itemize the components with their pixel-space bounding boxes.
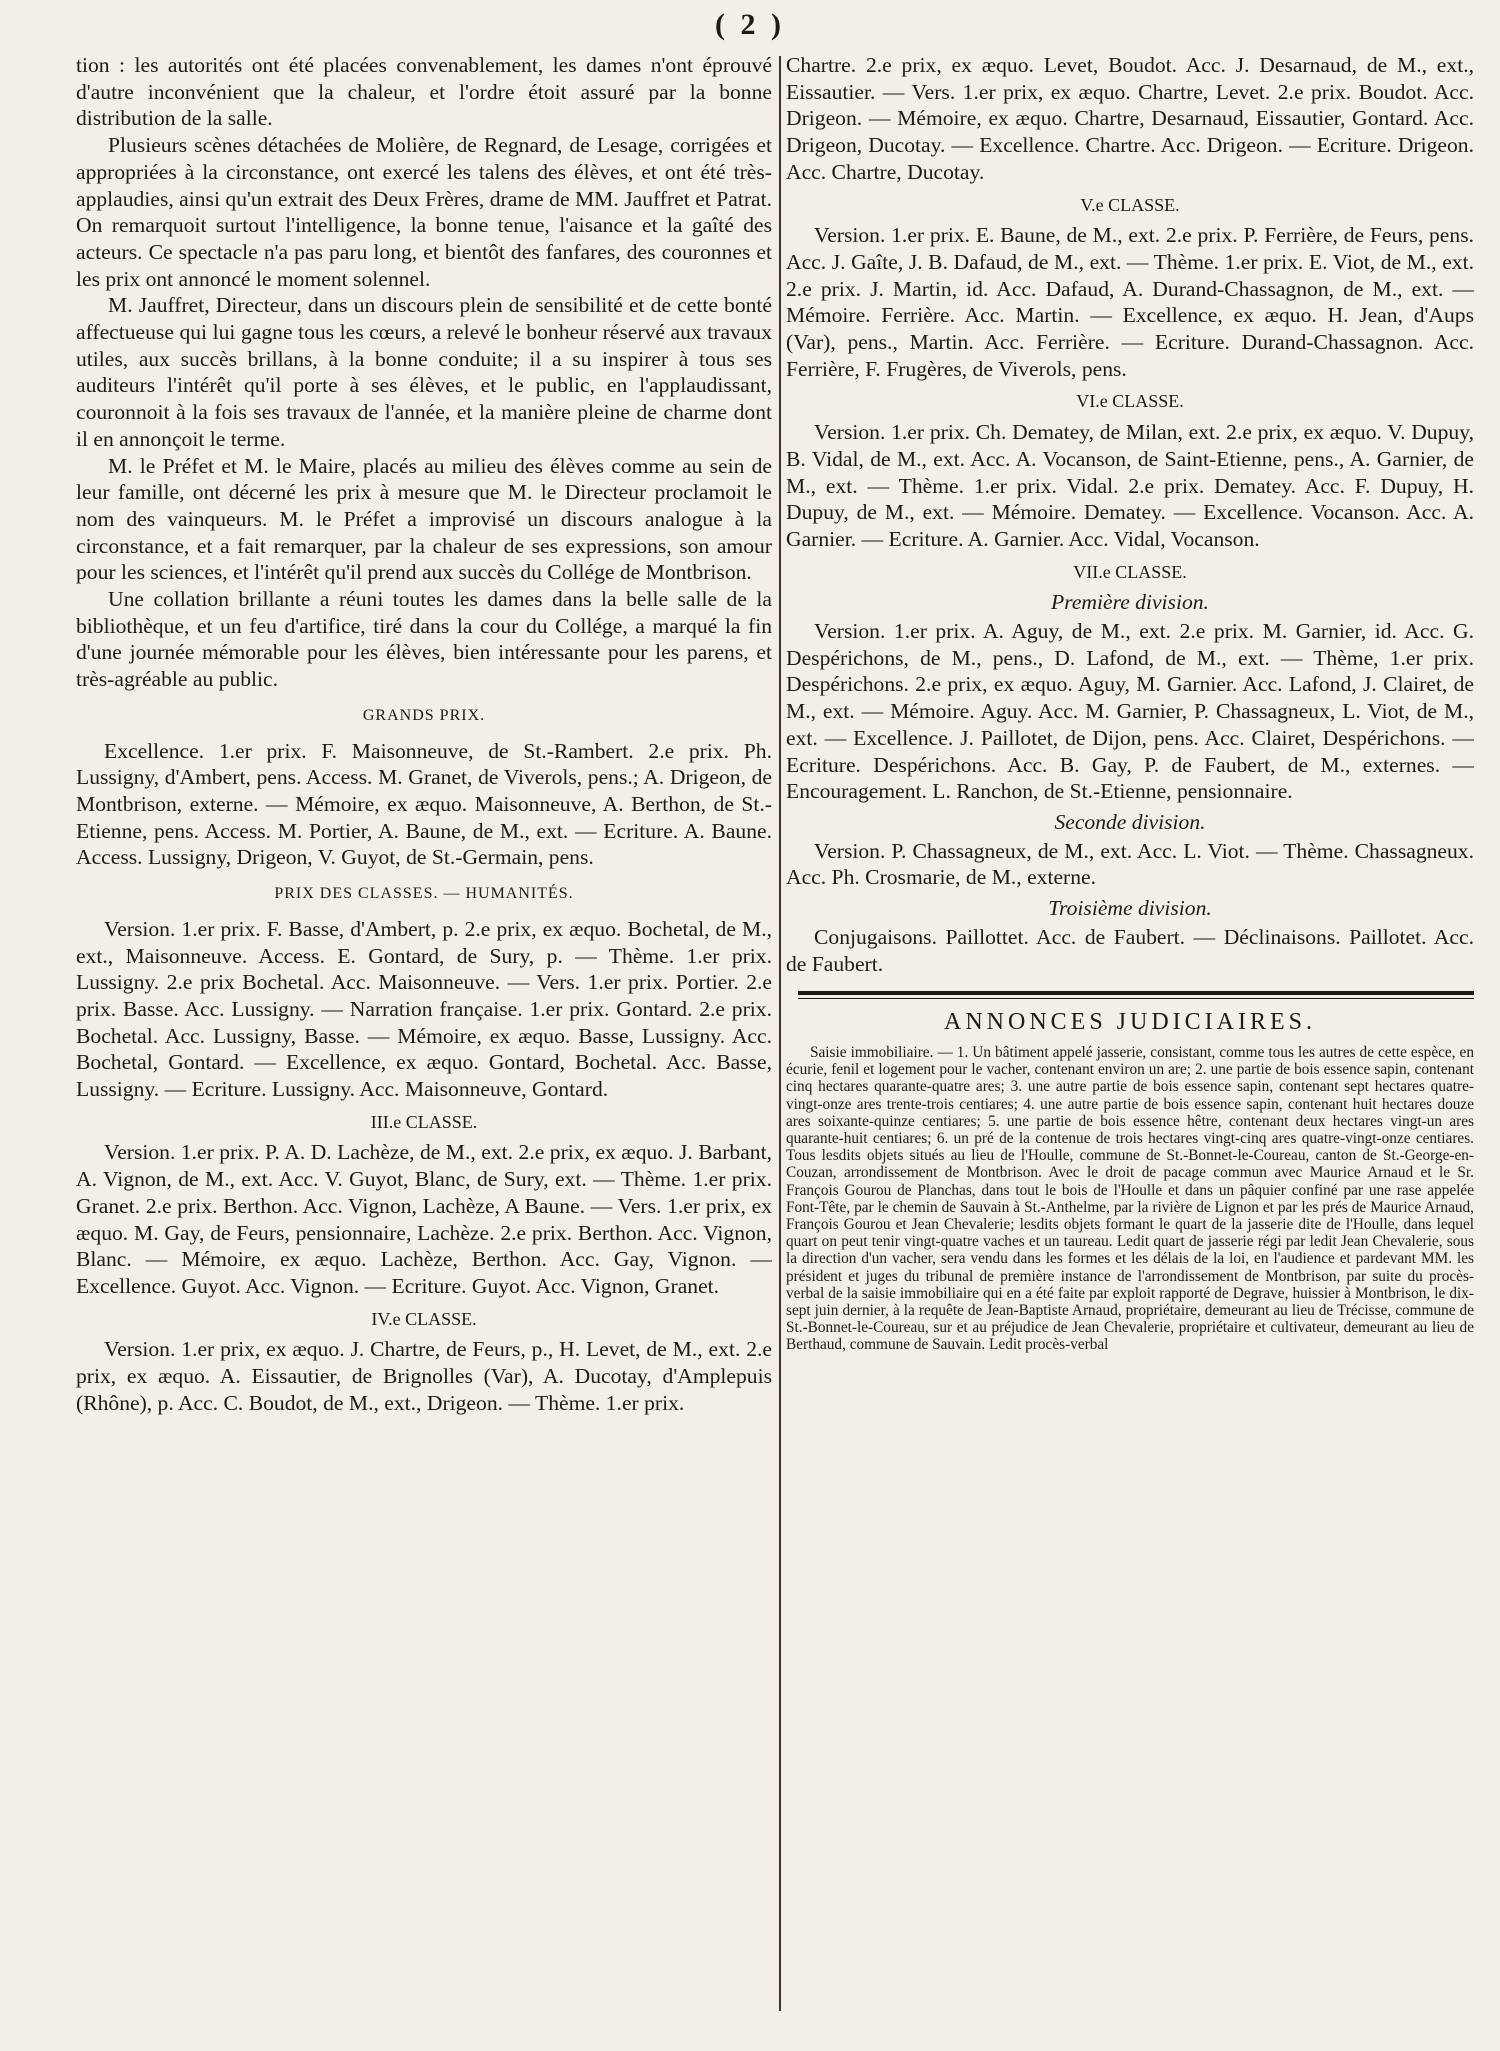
classe-vii-div1-list: Version. 1.er prix. A. Aguy, de M., ext. 2.e prix. M. Garnier, id. Acc. G. Despérichons, de M., pens., D. Lafond, de M., ext. — Thème, 1.er prix. Despérichons. 2.e prix, ex æquo. Aguy, M. Garnier. Acc. Lafond, J. Clairet, de M., ext. — Mémoire. Aguy. Acc. M. Garnier, P. Chassagneux, L. Viot, de M., ext. — Excellence. J. Paillotet, de Dijon, pens. Acc. Clairet, Despérichons. — Ecriture. Despérichons. Acc. B. Gay, P. de Faubert, de M., externes. — Encouragement. L. Ranchon, de St.-Etienne, pensionnaire. bbox=[786, 619, 1474, 804]
classe-vii-div2-list: Version. P. Chassagneux, de M., ext. Acc. L. Viot. — Thème. Chassagneux. Acc. Ph. Crosmarie, de M., externe. bbox=[786, 838, 1474, 890]
heading-annonces-judiciaires: ANNONCES JUDICIAIRES. bbox=[943, 1009, 1316, 1036]
heading-classe-iv: IV.e CLASSE. bbox=[371, 1308, 477, 1329]
heading-classe-iii: III.e CLASSE. bbox=[370, 1111, 478, 1132]
classe-iv-continued: Chartre. 2.e prix, ex æquo. Levet, Boudot. Acc. J. Desarnaud, de M., ext., Eissautier. — Vers. 1.er prix, ex æquo. Chartre, Levet. 2.e prix. Boudot. Acc. Drigeon. — Mémoire, ex æquo. Chartre, Desarnaud, Eissautier, Gontard. Acc. Drigeon, Ducotay. — Excellence. Chartre. Acc. Drigeon. — Ecriture. Drigeon. Acc. Chartre, Ducotay. bbox=[786, 53, 1474, 184]
heading-seconde-division: Seconde division. bbox=[1054, 809, 1206, 834]
paragraph-3: M. Jauffret, Directeur, dans un discours plein de sensibilité et de cette bonté affectueuse qui lui gagne tous les cœurs, a relevé le bonheur réservé aux travaux utiles, aux succès brillans, à la bonne conduite; il a su inspirer à tous ses auditeurs l'intérêt qu'il porte à ses élèves, et le public, en l'applaudissant, couronnoit à la fois ses travaux de l'année, et la manière pleine de charme dont il en annonçoit le terme. bbox=[76, 293, 772, 451]
paragraph-5: Une collation brillante a réuni toutes les dames dans la belle salle de la bibliothèque, et un feu d'artifice, tiré dans la cour du Collége, a marqué la fin d'une journée mémorable pour les élèves, bien intéressante pour les parens, et très-agréable au public. bbox=[76, 587, 772, 692]
right-column bbox=[786, 52, 1474, 2011]
classe-v-list: Version. 1.er prix. E. Baune, de M., ext. 2.e prix. P. Ferrière, de Feurs, pens. Acc. J. Gaîte, J. B. Dafaud, de M., ext. — Thème. 1.er prix. E. Viot, de M., ext. 2.e prix. J. Martin, id. Acc. Dafaud, A. Durand-Chassagnon, de M., ext. — Mémoire. Ferrière. Acc. Martin. — Excellence, ex æquo. H. Jean, d'Aups (Var), pens., Martin. Acc. Ferrière. — Ecriture. Durand-Chassagnon. Acc. Ferrière, F. Frugères, de Viverols, pens. bbox=[786, 223, 1474, 381]
heading-grands-prix: GRANDS PRIX. bbox=[362, 706, 486, 724]
classe-iii-list: Version. 1.er prix. P. A. D. Lachèze, de M., ext. 2.e prix, ex æquo. J. Barbant, A. Vignon, de M., ext. Acc. V. Guyot, Blanc, de Sury, ext. — Thème. 1.er prix. Granet. 2.e prix. Berthon. Acc. Vignon, Lachèze, A Baune. — Vers. 1.er prix, ex æquo. M. Gay, de Feurs, pensionnaire, Lachèze. 2.e prix. Berthon. Acc. Vignon, Blanc. — Mémoire, ex æquo. Lachèze, Berthon. Acc. Gay, Vignon. — Excellence. Guyot. Acc. Vignon. — Ecriture. Guyot. Acc. Vignon, Granet. bbox=[76, 1140, 772, 1298]
left-column bbox=[76, 52, 772, 2011]
paragraph-2: Plusieurs scènes détachées de Molière, de Regnard, de Lesage, corrigées et appropriées à la circonstance, ont exercé les talens des élèves, et ont été très-applaudies, ainsi qu'un extrait des Deux Frères, drame de MM. Jauffret et Patrat. On remarquoit surtout l'intelligence, la bonne tenue, l'aisance et la gaîté des acteurs. Ce spectacle n'a pas paru long, et bientôt des fanfares, des couronnes et les prix ont annoncé le moment solennel. bbox=[76, 133, 772, 291]
heading-classe-vi: VI.e CLASSE. bbox=[1076, 391, 1184, 412]
heading-troisieme-division: Troisième division. bbox=[1048, 896, 1212, 921]
humanites-list: Version. 1.er prix. F. Basse, d'Ambert, p. 2.e prix, ex æquo. Bochetal, de M., ext., Maisonneuve. Access. E. Gontard, de Sury, p. — Thème. 1.er prix. Lussigny. 2.e prix Bochetal. Acc. Maisonneuve. — Vers. 1.er prix. Portier. 2.e prix. Basse. Acc. Lussigny. — Narration française. 1.er prix. Gontard. 2.e prix. Bochetal. Acc. Lussigny, Basse. — Mémoire, ex æquo. Basse, Lussigny. Acc. Bochetal, Gontard. — Excellence, ex æquo. Gontard, Bochetal. Acc. Basse, Lussigny. — Ecriture. Lussigny. Acc. Maisonneuve, Gontard. bbox=[76, 916, 772, 1102]
paragraph-1: tion : les autorités ont été placées convenablement, les dames n'ont éprouvé d'autre inconvénient que la chaleur, et l'ordre étoit assuré par la bonne distribution de la salle. bbox=[76, 53, 772, 131]
page-number: ( 2 ) bbox=[715, 8, 785, 41]
heading-premiere-division: Première division. bbox=[1051, 590, 1209, 615]
paragraph-4: M. le Préfet et M. le Maire, placés au milieu des élèves comme au sein de leur famille, ont décerné les prix à mesure que M. le Directeur proclamoit le nom des vainqueurs. M. le Préfet a improvisé un discours analogue à la circonstance, et a fait remarquer, par la chaleur de ses expressions, son amour pour les sciences, et l'intérêt qu'il prend aux succès du Collége de Montbrison. bbox=[76, 453, 772, 585]
section-rule bbox=[798, 991, 1474, 999]
heading-prix-des-classes: PRIX DES CLASSES. — HUMANITÉS. bbox=[274, 885, 574, 903]
grands-prix-list: Excellence. 1.er prix. F. Maisonneuve, de St.-Rambert. 2.e prix. Ph. Lussigny, d'Ambert, pens. Access. M. Granet, de Viverols, pens.; A. Drigeon, de Montbrison, externe. — Mémoire, ex æquo. Maisonneuve, A. Berthon, de St.-Etienne, pens. Access. M. Portier, A. Baune, de M., ext. — Ecriture. A. Baune. Access. Lussigny, Drigeon, V. Guyot, de St.-Germain, pens. bbox=[76, 738, 772, 870]
heading-classe-vii: VII.e CLASSE. bbox=[1073, 561, 1187, 582]
classe-vi-list: Version. 1.er prix. Ch. Dematey, de Milan, ext. 2.e prix, ex æquo. V. Dupuy, B. Vidal, de M., ext. Acc. A. Vocanson, de Saint-Etienne, pens., A. Garnier, de M., ext. — Thème. 1.er prix. Vidal. 2.e prix. Dematey. Acc. F. Dupuy, H. Dupuy, de M., ext. — Mémoire. Dematey. — Excellence. Vocanson. Acc. A. Garnier. — Ecriture. A. Garnier. Acc. Vidal, Vocanson. bbox=[786, 420, 1474, 551]
heading-classe-v: V.e CLASSE. bbox=[1080, 194, 1180, 215]
column-divider bbox=[779, 56, 781, 2011]
classe-iv-list: Version. 1.er prix, ex æquo. J. Chartre, de Feurs, p., H. Levet, de M., ext. 2.e prix, ex æquo. A. Eissautier, de Brignolles (Var), A. Ducotay, d'Amplepuis (Rhône), p. Acc. C. Boudot, de M., ext., Drigeon. — Thème. 1.er prix. bbox=[76, 1337, 772, 1415]
annonce-saisie-immobiliaire: Saisie immobiliaire. — 1. Un bâtiment appelé jasserie, consistant, comme tous les autres de cette espèce, en écurie, fenil et logement pour le vacher, contenant environ un are; 2. une partie de bois essence sapin, contenant cinq hectares quarante-quatre ares; 3. une autre partie de bois essence sapin, contenant sept hectares quatre-vingt-onze ares trente-trois centiares; 4. une autre partie de bois essence sapin, contenant huit hectares douze ares soixante-quinze centiares; 5. une partie de bois essence hêtre, contenant deux hectares vingt-un ares quarante-huit centiares; 6. un pré de la contenue de trois hectares vingt-cinq ares quatre-vingt-onze centiares. Tous lesdits objets situés au lieu de l'Houlle, commune de St.-Bonnet-le-Coureau, canton de St.-George-en-Couzan, arrondissement de Montbrison. Avec le droit de pacage commun avec Maurice Arnaud et le Sr. François Gourou de Planchas, dans tout le bois de l'Houlle et dans un pâquier confiné par une rase appelée Font-Tête, par le chemin de Sauvain à St.-Anthelme, par la rivière de Lignon et par les prés de Maurice Arnaud, François Gourou et Jean Chevalerie; lesdits objets formant le quart de la jasserie dite de l'Houlle, dans lequel quart on peut tenir vingt-quatre vaches et un taureau. Ledit quart de jasserie régi par ledit Jean Chevalerie, sous la direction d'un vacher, sera vendu dans les formes et les délais de la loi, en l'audience et pardevant MM. les président et juges du tribunal de première instance de l'arrondissement de Montbrison, par suite du procès-verbal de la saisie immobiliaire qui en a été faite par exploit rapporté de Degrave, huissier à Montbrison, le dix-sept juin dernier, à la requête de Jean-Baptiste Arnaud, propriétaire, demeurant au lieu de Trécisse, commune de St.-Bonnet-le-Coureau, sur et au préjudice de Jean Chevalerie, propriétaire et cultivateur, demeurant au lieu de Berthaud, commune de Sauvain. Ledit procès-verbal bbox=[786, 1043, 1474, 1354]
classe-vii-div3-list: Conjugaisons. Paillottet. Acc. de Faubert. — Déclinaisons. Paillotet. Acc. de Faubert. bbox=[786, 924, 1474, 976]
